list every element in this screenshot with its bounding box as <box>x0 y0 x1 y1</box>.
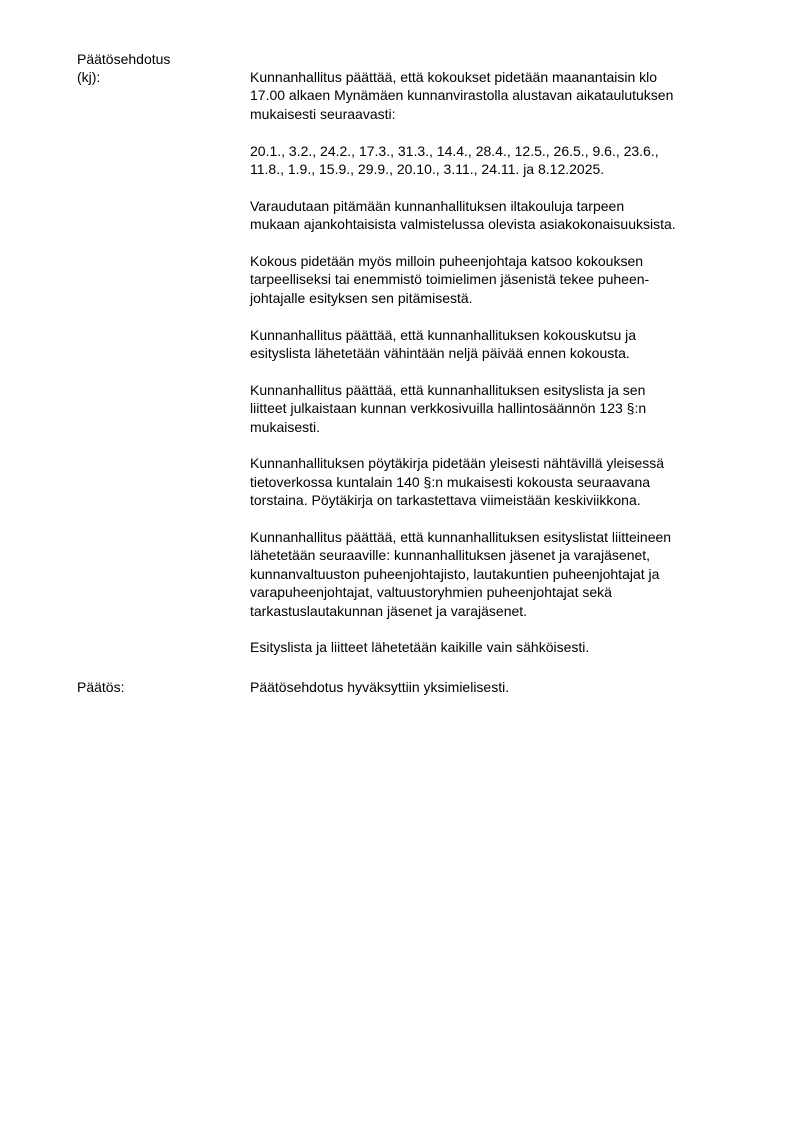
proposal-label <box>77 50 247 87</box>
text-line: 20.1., 3.2., 24.2., 17.3., 31.3., 14.4., 28.4., 12.5., 26.5., 9.6., 23.6., <box>250 142 659 159</box>
text-line: mukaisesti seuraavasti: <box>250 105 396 122</box>
text-line: lähetetään seuraaville: kunnanhallituksen jäsenet ja varajäsenet, <box>250 547 651 564</box>
proposal-paragraph-evening-sessions <box>250 197 750 234</box>
text-line: torstaina. Pöytäkirja on tarkastettava viimeistään keskiviikkona. <box>250 492 641 509</box>
text-line: tarkastuslautakunnan jäsenet ja varajäsenet. <box>250 602 528 619</box>
text-line: Kunnanhallitus päättää, että kokoukset pidetään maanantaisin klo <box>250 69 658 85</box>
proposal-paragraph-recipients <box>250 528 750 620</box>
decision-label-text: Päätös: <box>77 679 125 695</box>
proposal-paragraph-minutes <box>250 454 750 509</box>
text-line: tietoverkossa kuntalain 140 §:n mukaisesti kokousta seuraavana <box>250 473 651 490</box>
text-line: Kokous pidetään myös milloin puheenjohtaja katsoo kokouksen <box>250 253 644 270</box>
text-line: kunnanvaltuuston puheenjohtajisto, lautakuntien puheenjohtajat ja <box>250 565 660 582</box>
text-line: Kunnanhallituksen pöytäkirja pidetään yleisesti nähtävillä yleisessä <box>250 455 665 472</box>
text-line: Esityslista ja liitteet lähetetään kaikille vain sähköisesti. <box>250 639 590 656</box>
proposal-paragraph-publication <box>250 381 750 436</box>
proposal-paragraph-invitation <box>250 326 750 363</box>
text-line: Kunnanhallitus päättää, että kunnanhallituksen esityslistat liitteineen <box>250 529 672 546</box>
text-line: Kunnanhallitus päättää, että kunnanhallituksen esityslista ja sen <box>250 381 646 398</box>
text-line: varapuheenjohtajat, valtuustoryhmien puheenjohtajat sekä <box>250 584 612 601</box>
proposal-paragraph-extra-meetings <box>250 252 750 307</box>
proposal-content <box>250 68 750 657</box>
text-line: Varaudutaan pitämään kunnanhallituksen iltakouluja tarpeen <box>250 197 625 214</box>
proposal-paragraph-meetings <box>250 68 750 123</box>
proposal-label-line1: Päätösehdotus <box>77 51 171 67</box>
text-line: johtajalle esityksen sen pitämisestä. <box>250 289 473 306</box>
text-line: 17.00 alkaen Mynämäen kunnanvirastolla alustavan aikataulutuksen <box>250 87 674 104</box>
text-line: esityslista lähetetään vähintään neljä päivää ennen kokousta. <box>250 345 630 362</box>
text-line: mukaisesti. <box>250 418 321 435</box>
decision-text: Päätösehdotus hyväksyttiin yksimielisesti. <box>250 679 510 695</box>
proposal-label-line2: (kj): <box>77 69 101 86</box>
text-line: mukaan ajankohtaisista valmistelussa olevista asiakokonaisuuksista. <box>250 216 676 233</box>
proposal-paragraph-electronic <box>250 638 750 656</box>
text-line: tarpeelliseksi tai enemmistö toimielimen jäsenistä tekee puheen- <box>250 271 650 288</box>
proposal-paragraph-dates <box>250 142 750 179</box>
text-line: Kunnanhallitus päättää, että kunnanhallituksen kokouskutsu ja <box>250 326 637 343</box>
decision-content <box>250 678 750 696</box>
text-line: liitteet julkaistaan kunnan verkkosivuilla hallintosäännön 123 §:n <box>250 400 647 417</box>
text-line: 11.8., 1.9., 15.9., 29.9., 20.10., 3.11., 24.11. ja 8.12.2025. <box>250 161 605 178</box>
decision-label <box>77 678 247 696</box>
